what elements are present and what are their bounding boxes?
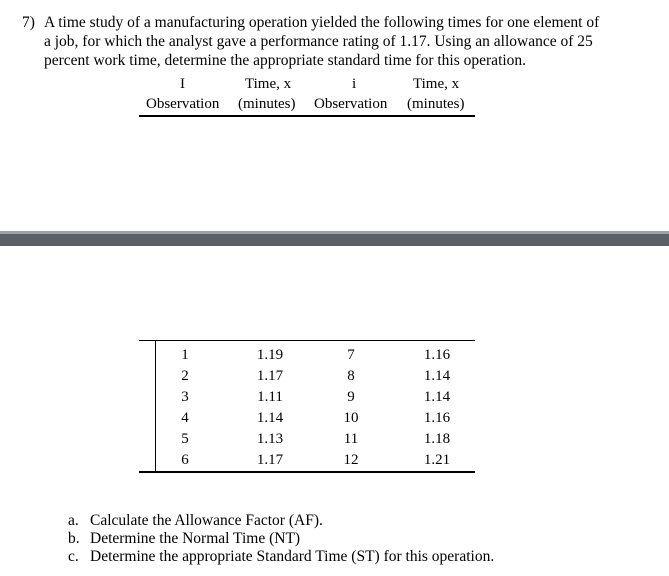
- part-b-label: b.: [68, 530, 80, 547]
- table-header-top-2: Time, x: [245, 76, 292, 92]
- table-header-bottom-4: (minutes): [407, 96, 465, 112]
- table-header-top-4: Time, x: [413, 76, 460, 92]
- part-b-text: Determine the Normal Time (NT): [90, 530, 301, 547]
- question-line-1: A time study of a manufacturing operation yielded the following times for one element of: [44, 14, 600, 31]
- time-cell: 1.21: [423, 452, 451, 468]
- observation-cell: 2: [181, 368, 189, 384]
- time-cell: 1.14: [423, 389, 451, 405]
- time-cell: 1.11: [257, 389, 283, 405]
- time-cell: 1.13: [256, 431, 284, 447]
- observation-cell: 10: [343, 410, 359, 426]
- observation-cell: 1: [181, 347, 189, 363]
- observation-cell: 8: [347, 368, 355, 384]
- part-a-label: a.: [68, 512, 79, 529]
- table-header-top-3: i: [352, 76, 357, 92]
- time-cell: 1.16: [423, 347, 451, 363]
- observation-cell: 4: [181, 410, 189, 426]
- question-number: 7): [22, 14, 35, 31]
- observation-cell: 7: [347, 347, 355, 363]
- part-c: [68, 548, 494, 566]
- table-header-bottom-3: Observation: [314, 96, 388, 112]
- table-header-bottom-1: Observation: [146, 96, 220, 112]
- part-a: [68, 512, 323, 530]
- observation-cell: 5: [181, 431, 189, 447]
- table-header-top-1: I: [180, 76, 185, 92]
- question-line-3: percent work time, determine the appropriate standard time for this operation.: [44, 52, 527, 69]
- table-bottom-rule: [139, 471, 475, 473]
- divider-band: [0, 234, 669, 246]
- time-cell: 1.17: [256, 368, 284, 384]
- time-cell: 1.16: [423, 410, 451, 426]
- time-cell: 1.19: [256, 347, 284, 363]
- observation-cell: 9: [347, 389, 355, 405]
- part-a-text: Calculate the Allowance Factor (AF).: [90, 512, 323, 529]
- observation-cell: 12: [343, 452, 359, 468]
- observation-cell: 6: [181, 452, 189, 468]
- header-rule: [139, 115, 475, 117]
- time-cell: 1.14: [423, 368, 451, 384]
- observation-cell: 11: [343, 431, 359, 447]
- part-c-label: c.: [68, 548, 79, 565]
- table-left-line: [155, 340, 156, 472]
- part-b: [68, 530, 300, 548]
- question-line-2: a job, for which the analyst gave a performance rating of 1.17. Using an allowance of 25: [44, 33, 593, 50]
- table-header-bottom-2: (minutes): [238, 96, 296, 112]
- observation-cell: 3: [181, 389, 189, 405]
- time-cell: 1.18: [423, 431, 451, 447]
- time-cell: 1.17: [256, 452, 284, 468]
- time-cell: 1.14: [256, 410, 284, 426]
- table-top-rule: [139, 340, 475, 341]
- part-c-text: Determine the appropriate Standard Time (ST) for this operation.: [90, 548, 495, 565]
